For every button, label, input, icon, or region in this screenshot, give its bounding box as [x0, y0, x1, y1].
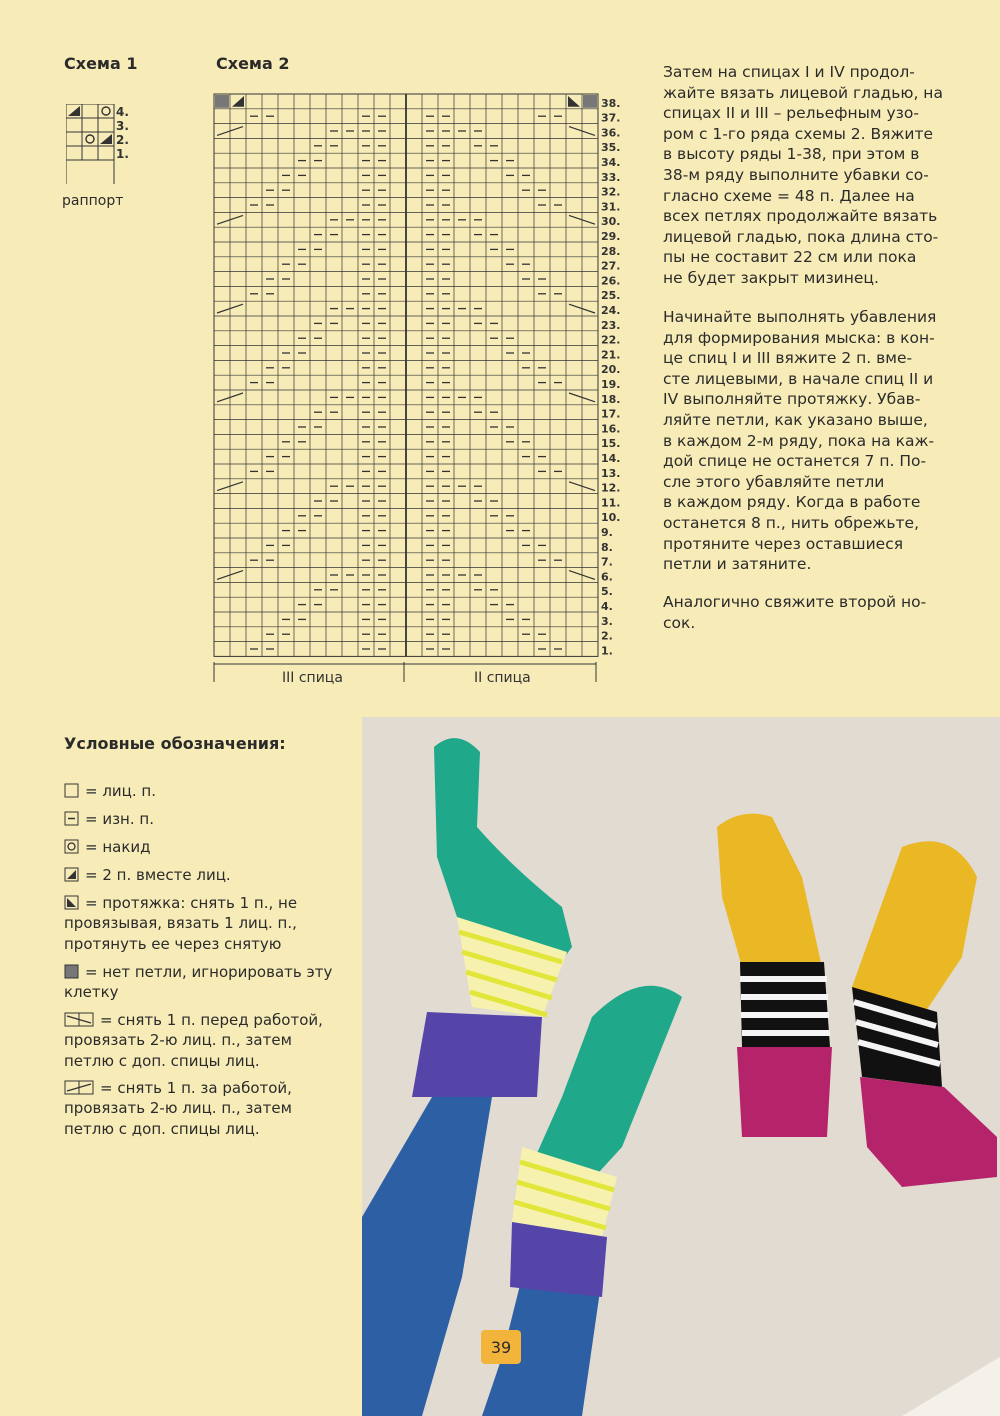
magenta-cuff	[737, 1047, 832, 1137]
legend-text: = снять 1 п. за работой, провязать 2-ю лиц. п., затем петлю с доп. спицы лиц.	[64, 1078, 292, 1138]
scheme1-row-label: 2.	[116, 133, 129, 147]
cross-left-arrow-icon	[64, 1012, 94, 1027]
legend-text: = лиц. п.	[85, 781, 156, 800]
scheme2-row-label: 25.	[601, 289, 621, 303]
legend-text: = 2 п. вместе лиц.	[85, 865, 231, 884]
scheme2-row-label: 14.	[601, 452, 621, 465]
scheme2-row-label: 7.	[601, 555, 613, 569]
scheme2-row-label: 29.	[601, 230, 621, 243]
k2tog-symbol	[68, 106, 80, 116]
legend-text: = изн. п.	[85, 809, 154, 828]
scheme2-row-label: 3.	[601, 614, 613, 628]
scheme2-row-label: 16.	[601, 422, 621, 436]
legend-text: = накид	[85, 837, 151, 856]
no-stitch-cell	[583, 95, 597, 108]
scheme2-row-label: 15.	[601, 437, 621, 451]
legend-text: = протяжка: снять 1 п., не провязывая, вязать 1 лиц. п., протянуть ее через снятую	[64, 893, 298, 953]
scheme2-row-label: 33.	[601, 170, 621, 184]
instructions-paragraph-2: Начинайте выполнять убавления для формирования мыска: в кон- це спиц I и III вяжите 2 п. вме- сте лицевыми, в начале спиц II и IV выполняйте протяжку. Убав- ляйте петли, как указано выше, в каждом 2-м ряду, пока на каж- дой спице не останется 7 п. По- сле этого убавляйте петли в каждом ряду. Когда в работе останется 8 п., нить обрежьте, протяните через оставшиеся петли и затяните.	[663, 308, 937, 574]
scheme2-row-label: 1.	[601, 644, 613, 658]
scheme2-chart	[212, 92, 642, 692]
scheme1-row-label: 3.	[116, 119, 129, 133]
instructions-paragraph-1: Затем на спицах I и IV продол- жайте вязать лицевой гладью, на спицах II и III – рельефным узо- ром с 1-го ряда схемы 2. Вяжите в высоту ряды 1-38, при этом в 38-м ряду выполните убавки со- гласно схеме = 48 п. Далее на всех петлях продолжайте вязать лицевой гладью, пока длина сто- пы не составит 22 см или пока не будет закрыт мизинец.	[663, 63, 943, 287]
scheme2-row-label: 19.	[601, 378, 621, 391]
scheme2-row-label: 38.	[601, 96, 621, 110]
scheme2-row-label: 10.	[601, 511, 621, 525]
scheme2-row-label: 20.	[601, 363, 621, 377]
scheme1-row-label: 1.	[116, 147, 129, 161]
k2tog-cell	[232, 96, 244, 107]
scheme2-row-label: 6.	[601, 570, 613, 584]
legend-item-cross-right	[64, 1057, 292, 1139]
needle-iii-label: III спица	[282, 670, 343, 686]
no-stitch-gray-icon	[64, 964, 79, 979]
scheme2-row-label: 22.	[601, 333, 621, 347]
scheme2-row-label: 30.	[601, 215, 621, 229]
needle-ii-label: II спица	[474, 670, 531, 686]
scheme2-row-label: 9.	[601, 526, 613, 539]
scheme2-row-label: 24.	[601, 304, 621, 317]
scheme2-row-label: 23.	[601, 318, 621, 332]
purple-cuff	[412, 1012, 542, 1097]
legend-title: Условные обозначения:	[64, 734, 286, 753]
scheme2-row-label: 11.	[601, 496, 621, 510]
scheme1-title: Схема 1	[64, 54, 138, 73]
no-stitch-cell	[215, 95, 229, 108]
scheme2-row-label: 31.	[601, 200, 621, 214]
instructions-paragraph-3: Аналогично свяжите второй но- сок.	[663, 593, 927, 632]
scheme2-row-label: 32.	[601, 185, 621, 199]
scheme2-row-label: 28.	[601, 244, 621, 258]
scheme2-row-label: 37.	[601, 111, 621, 125]
yarn-over-symbol	[102, 107, 110, 115]
k2tog-symbol	[100, 134, 112, 144]
scheme1-chart	[66, 104, 136, 194]
scheme2-row-label: 18.	[601, 392, 621, 406]
scheme2-row-label: 17.	[601, 407, 621, 421]
scheme2-row-label: 5.	[601, 585, 613, 599]
yarn-over-symbol	[86, 135, 94, 143]
scheme1-row-label: 4.	[116, 105, 129, 119]
scheme1-rapport-label: раппорт	[62, 193, 124, 209]
scheme2-row-label: 21.	[601, 348, 621, 362]
scheme2-row-label: 34.	[601, 156, 621, 169]
ssk-triangle-icon	[64, 895, 79, 910]
scheme2-row-label: 26.	[601, 274, 621, 288]
ssk-cell	[568, 96, 580, 107]
scheme2-row-label: 2.	[601, 629, 613, 643]
page-number: 39	[481, 1330, 521, 1364]
scheme2-row-label: 35.	[601, 141, 621, 155]
scheme2-row-label: 36.	[601, 126, 621, 140]
legend-text: = нет петли, игнорировать эту клетку	[64, 962, 333, 1001]
scheme2-title: Схема 2	[216, 54, 290, 73]
scheme2-row-label: 13.	[601, 466, 621, 480]
scheme2-row-label: 27.	[601, 259, 621, 273]
scheme2-row-label: 12.	[601, 481, 621, 495]
scheme2-row-label: 8.	[601, 540, 613, 554]
scheme2-row-label: 4.	[601, 600, 613, 613]
cross-right-arrow-icon	[64, 1080, 94, 1095]
socks-photo	[362, 717, 1000, 1416]
legend-text: = снять 1 п. перед работой, провязать 2-ю лиц. п., затем петлю с доп. спицы лиц.	[64, 1010, 323, 1070]
